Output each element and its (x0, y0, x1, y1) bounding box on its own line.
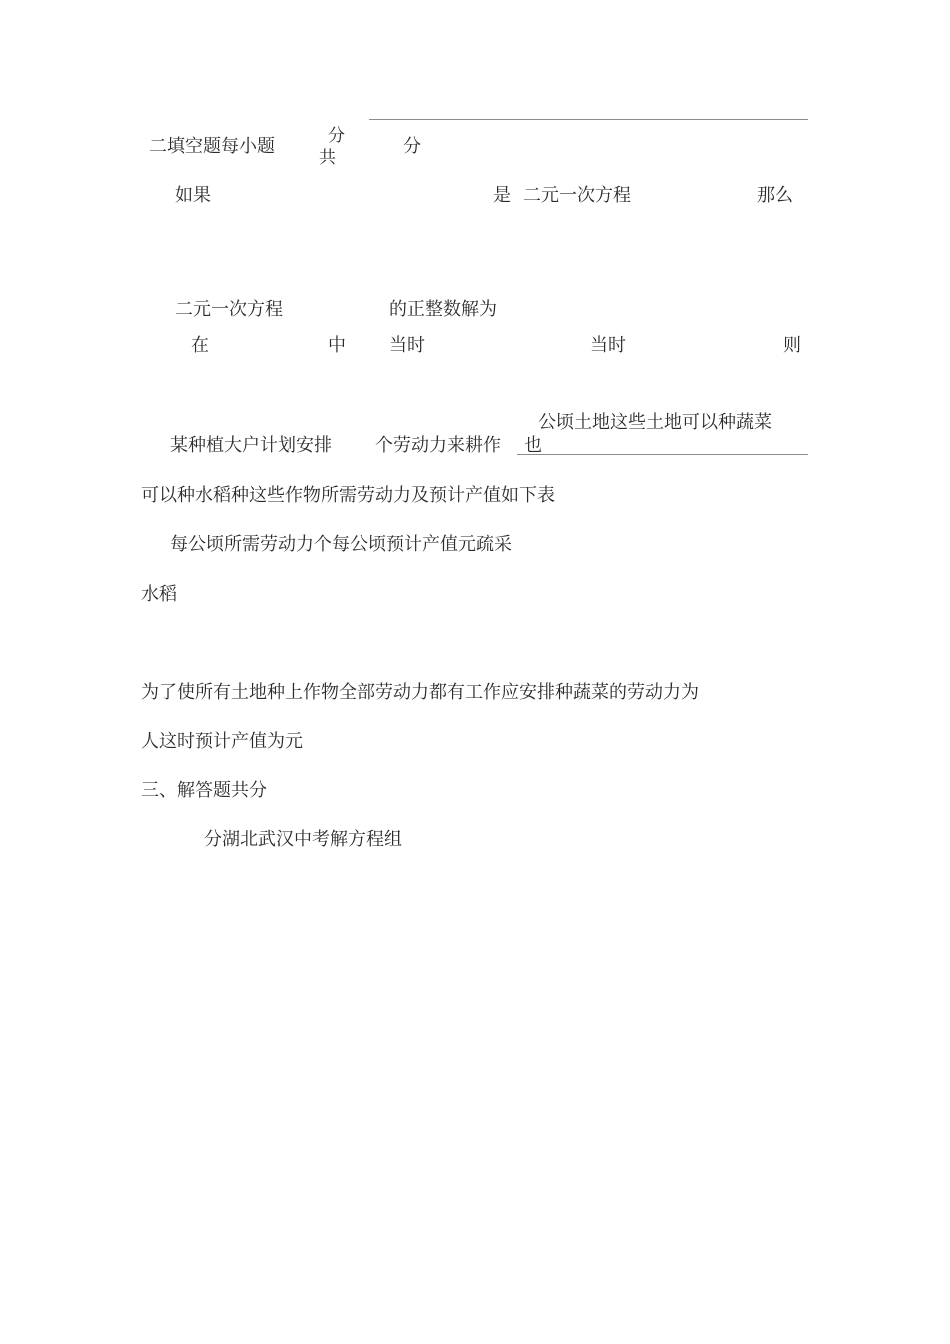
shi-text: 是 (493, 185, 511, 206)
farmer-underline (517, 454, 808, 455)
dangshi-text-1: 当时 (389, 335, 425, 356)
equation-text: 二元一次方程 (523, 185, 631, 206)
zhong-text: 中 (328, 335, 346, 356)
section3-heading: 三、解答题共分 (141, 780, 267, 801)
farmer-line1-right-top: 公顷土地这些土地可以种蔬菜 (538, 412, 772, 433)
farmer-table-header: 每公顷所需劳动力个每公顷预计产值元疏采 (170, 534, 512, 555)
farmer-line4: 人这时预计产值为元 (141, 731, 303, 752)
farmer-line1-left: 某种植大户计划安排 (170, 435, 332, 456)
name-text: 那么 (757, 185, 793, 206)
farmer-line1-mid: 个劳动力来耕作 (375, 435, 501, 456)
farmer-line3: 为了使所有土地种上作物全部劳动力都有工作应安排种蔬菜的劳动力为 (141, 682, 699, 703)
header-underline (369, 119, 808, 120)
section2-gong: 共 (319, 148, 336, 168)
section2-heading: 二填空题每小题 (149, 136, 275, 157)
section2-fen-right: 分 (403, 136, 421, 157)
positive-equation-text: 二元一次方程 (175, 299, 283, 320)
farmer-table-row: 水稻 (141, 584, 177, 605)
farmer-line1-ye: 也 (524, 435, 542, 456)
section3-q1: 分湖北武汉中考解方程组 (204, 829, 402, 850)
zai-text: 在 (191, 335, 209, 356)
ruguo-text: 如果 (175, 185, 211, 206)
dangshi-text-2: 当时 (590, 335, 626, 356)
positive-solution-text: 的正整数解为 (389, 299, 497, 320)
section2-fen-upper: 分 (328, 126, 345, 146)
ze-text: 则 (783, 335, 801, 356)
farmer-line2: 可以种水稻种这些作物所需劳动力及预计产值如下表 (141, 485, 555, 506)
